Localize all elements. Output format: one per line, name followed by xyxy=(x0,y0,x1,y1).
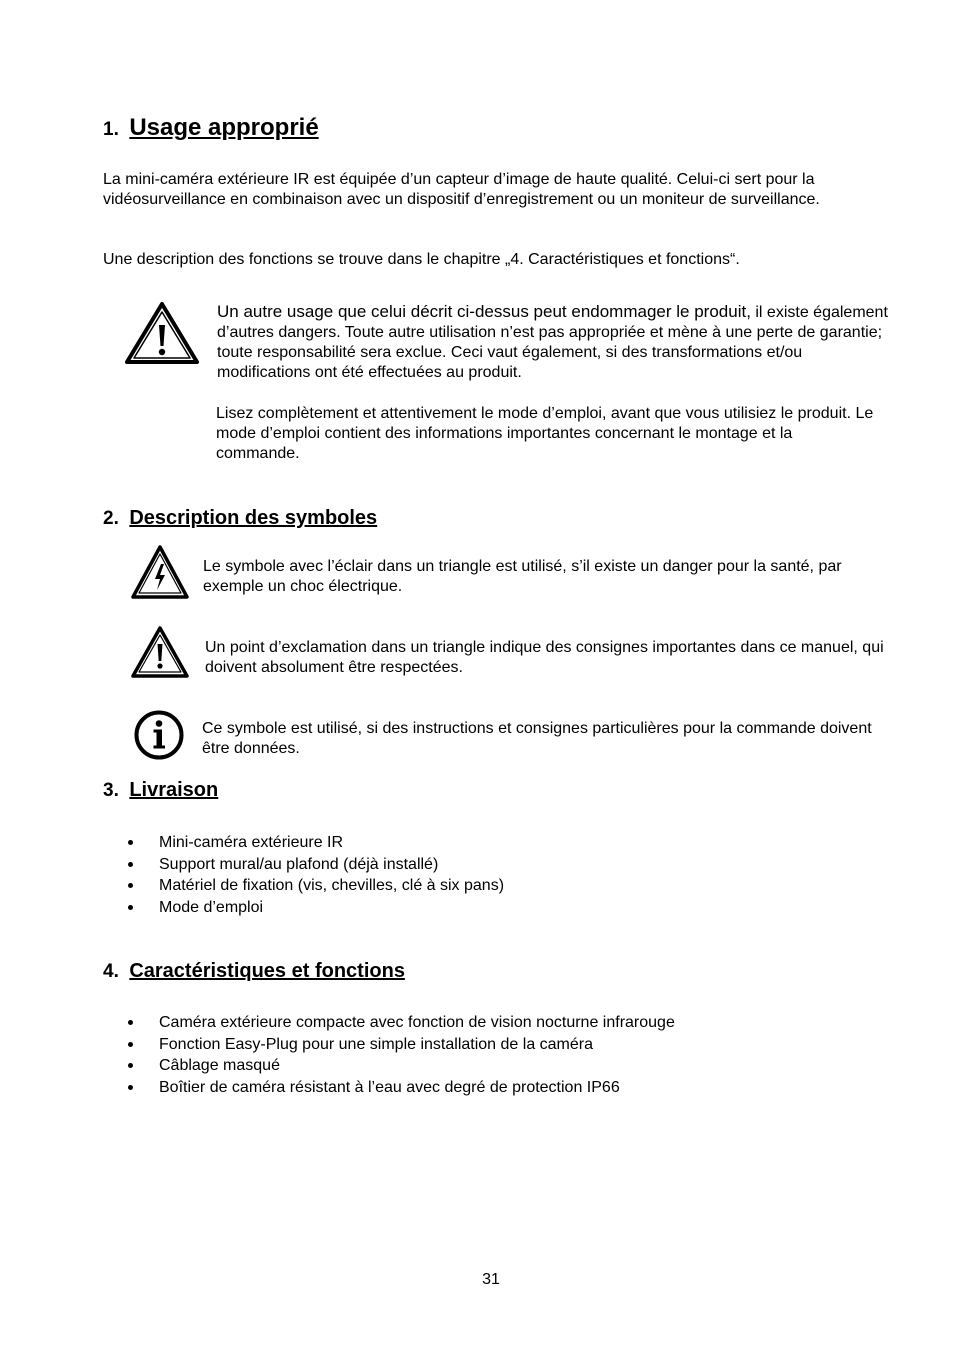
section-1-title: Usage approprié xyxy=(129,114,319,141)
delivery-list xyxy=(102,832,862,918)
exclamation-warning-icon xyxy=(124,301,200,365)
section-2-heading xyxy=(103,507,377,530)
symbol-lightning-text: Le symbole avec l’éclair dans un triangle est utilisé, s’il existe un danger pour la santé, par exemple un choc électrique. xyxy=(203,558,842,595)
section-1-heading xyxy=(103,114,319,142)
list-item: Câblage masqué xyxy=(102,1055,862,1077)
list-item: Mini-caméra extérieure IR xyxy=(102,832,862,854)
list-item: Boîtier de caméra résistant à l’eau avec degré de protection IP66 xyxy=(102,1077,862,1099)
lightning-warning-icon xyxy=(130,544,190,600)
symbol-info-text: Ce symbole est utilisé, si des instructions et consignes particulières pour la commande doivent être données. xyxy=(202,720,872,757)
list-item: Mode d’emploi xyxy=(102,897,862,919)
section-2-number: 2. xyxy=(103,508,119,529)
page-number: 31 xyxy=(482,1271,500,1288)
section-4-number: 4. xyxy=(103,961,119,982)
section-3-title: Livraison xyxy=(129,779,219,801)
list-item: Matériel de fixation (vis, chevilles, clé à six pans) xyxy=(102,875,862,897)
info-icon xyxy=(133,709,185,761)
section-3-heading xyxy=(103,779,218,802)
section-1-number: 1. xyxy=(103,119,119,140)
list-item: Fonction Easy-Plug pour une simple installation de la caméra xyxy=(102,1034,862,1056)
symbol-exclamation-text: Un point d’exclamation dans un triangle indique des consignes importantes dans ce manuel, qui doivent absolument être respectées. xyxy=(205,639,884,676)
warning-lead: Un autre usage que celui décrit ci-dessus peut endommager le produit, xyxy=(217,302,751,321)
warning-text xyxy=(217,302,889,383)
exclamation-warning-icon xyxy=(130,625,190,679)
list-item: Support mural/au plafond (déjà installé) xyxy=(102,854,862,876)
section-4-heading xyxy=(103,960,405,983)
read-manual-text: Lisez complètement et attentivement le mode d’emploi, avant que vous utilisiez le produit. Le mode d’emploi contient des informations importantes concernant le montage et la commande. xyxy=(216,405,874,462)
features-list xyxy=(102,1012,862,1098)
section-1-intro: La mini-caméra extérieure IR est équipée d’un capteur d’image de haute qualité. Celui-ci sert pour la vidéosurveillance en combinaison avec un dispositif d’enregistrement ou un moniteur de surveillance. xyxy=(103,171,820,208)
section-3-number: 3. xyxy=(103,780,119,801)
section-4-title: Caractéristiques et fonctions xyxy=(129,960,405,982)
list-item: Caméra extérieure compacte avec fonction de vision nocturne infrarouge xyxy=(102,1012,862,1034)
section-1-reference: Une description des fonctions se trouve dans le chapitre „4. Caractéristiques et fonctions“. xyxy=(103,251,740,268)
section-2-title: Description des symboles xyxy=(129,507,378,529)
warning-rest: il existe également d’autres dangers. Toute autre utilisation n’est pas appropriée et mène à une perte de garantie; toute responsabilité sera exclue. Ceci vaut également, si des transformations et/ou modifications ont été effectuées au produit. xyxy=(217,304,888,381)
